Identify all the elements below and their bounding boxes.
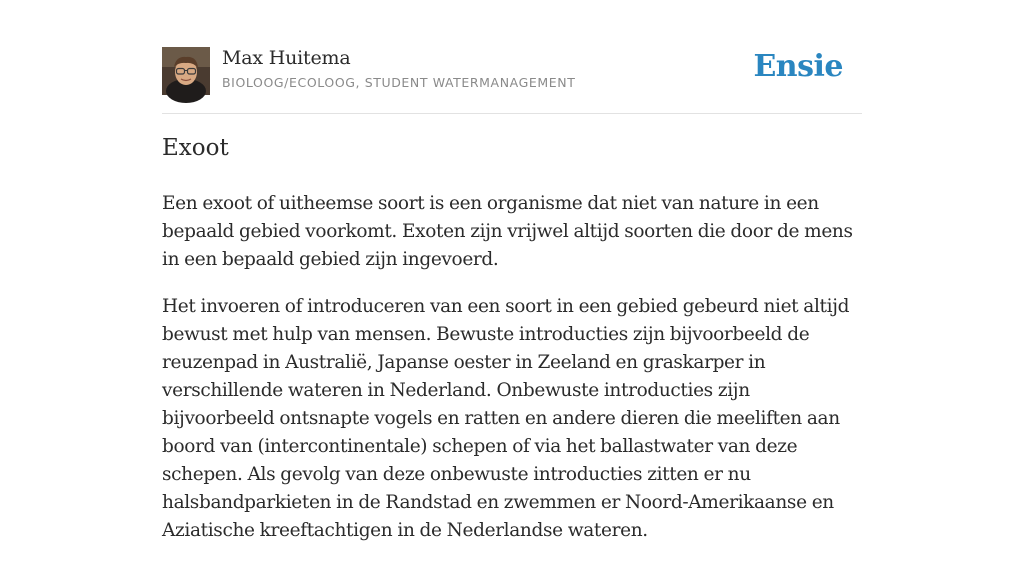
article-body xyxy=(162,190,862,564)
author-name[interactable]: Max Huitema xyxy=(222,47,351,69)
article-paragraph: Een exoot of uitheemse soort is een organisme dat niet van nature in een bepaald gebied voorkomt. Exoten zijn vrijwel altijd soorten die door de mens in een bepaald gebied zijn ingevoerd. xyxy=(162,193,853,270)
page xyxy=(162,0,862,541)
article-title: Exoot xyxy=(162,135,229,161)
avatar-photo-icon xyxy=(162,47,210,95)
brand-logo[interactable]: Ensie xyxy=(753,49,843,84)
article-paragraph: Het invoeren of introduceren van een soort in een gebied gebeurd niet altijd bewust met hulp van mensen. Bewuste introducties zijn bijvoorbeeld de reuzenpad in Australië, Japanse oester in Zeeland en graskarper in verschillende wateren in Nederland. Onbewuste introducties zijn bijvoorbeeld ontsnapte vogels en ratten en andere dieren die meeliften aan boord van (intercontinentale) schepen of via het ballastwater van deze schepen. Als gevolg van deze onbewuste introducties zitten er nu halsbandparkieten in de Randstad en zwemmen er Noord-Amerikaanse en Aziatische kreeftachtigen in de Nederlandse wateren. xyxy=(162,296,850,541)
header-divider xyxy=(162,113,862,114)
author-role: BIOLOOG/ECOLOOG, STUDENT WATERMANAGEMENT xyxy=(222,75,576,90)
author-header xyxy=(162,46,862,96)
avatar[interactable] xyxy=(162,47,210,95)
